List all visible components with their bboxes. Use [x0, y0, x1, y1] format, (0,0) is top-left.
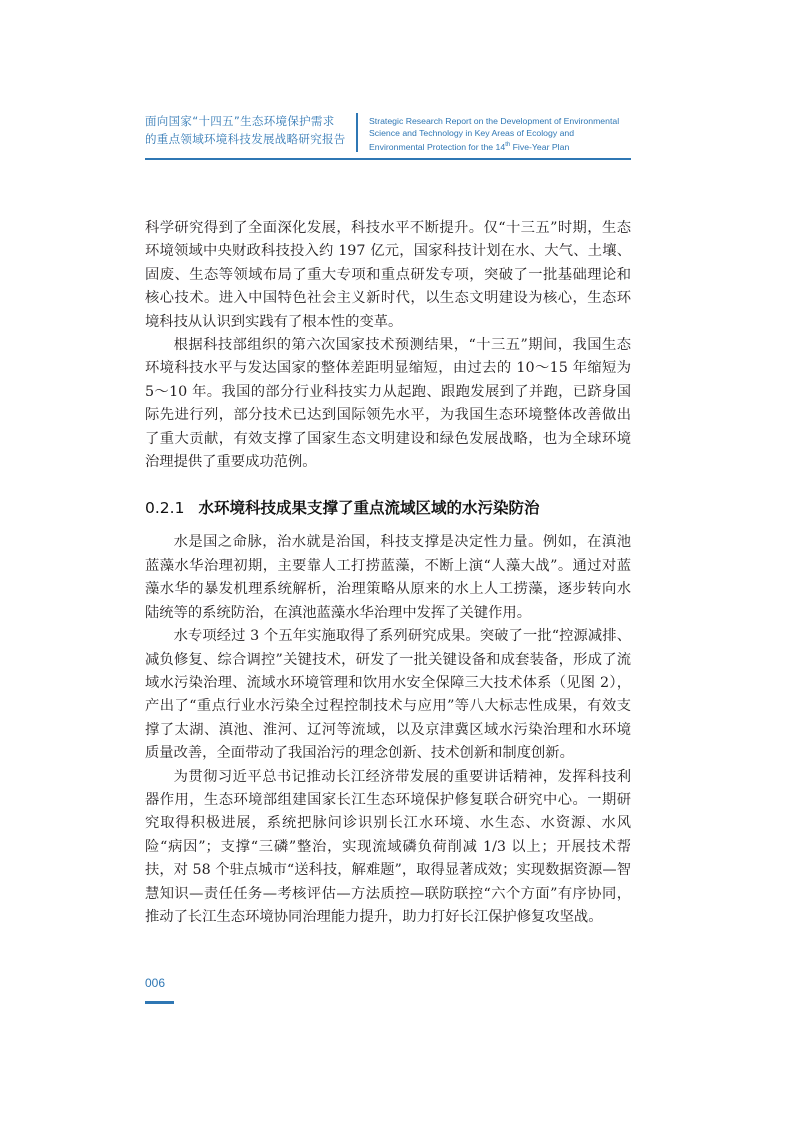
- section-number: 0.2.1: [145, 499, 185, 518]
- header-english-title: [369, 115, 639, 154]
- page-number-bar: [145, 1001, 174, 1004]
- header-en-line-3: [369, 139, 639, 153]
- header-vertical-divider: [356, 113, 358, 152]
- section-title: 水环境科技成果支撑了重点流域区域的水污染防治: [198, 499, 540, 518]
- main-content: [145, 217, 631, 929]
- header-cn-line-1: 面向国家“十四五”生态环境保护需求: [145, 114, 335, 128]
- header-rule: [145, 158, 631, 160]
- header-chinese-title: [145, 112, 355, 148]
- body-paragraph: 水专项经过 3 个五年实施取得了系列研究成果。突破了一批“控源减排、减负修复、综合调控”关键技术，研发了一批关键设备和成套装备，形成了流域水污染治理、流域水环境管理和饮用水安全保障三大技术体系（见图 2），产出了“重点行业水污染全过程控制技术与应用”等八大标志性成果，有效支撑了太湖、滇池、淮河、辽河等流域，以及京津冀区域水污染治理和水环境质量改善，全面带动了我国治污的理念创新、技术创新和制度创新。: [145, 628, 631, 762]
- body-paragraph: 根据科技部组织的第六次国家技术预测结果，“十三五”期间，我国生态环境科技水平与发达国家的整体差距明显缩短，由过去的 10～15 年缩短为 5～10 年。我国的部分行业科技实力从起跑、跟跑发展到了并跑，已跻身国际先进行列，部分技术已达到国际领先水平，为我国生态环境整体改善做出了重大贡献，有效支撑了国家生态文明建设和绿色发展战略，也为全球环境治理提供了重要成功范例。: [145, 337, 631, 471]
- body-paragraph: 为贯彻习近平总书记推动长江经济带发展的重要讲话精神，发挥科技利器作用，生态环境部组建国家长江生态环境保护修复联合研究中心。一期研究取得积极进展，系统把脉问诊识别长江水环境、水生态、水资源、水风险“病因”；支撑“三磷”整治，实现流域磷负荷削减 1/3 以上；开展技术帮扶，对 58 个驻点城市“送科技，解难题”，取得显著成效；实现数据资源—智慧知识—责任任务—考核评估—方法质控—联防联控“六个方面”有序协同，推动了长江生态环境协同治理能力提升，助力打好长江保护修复攻坚战。: [145, 768, 631, 925]
- header-en-line-2: Science and Technology in Key Areas of Ecology and: [369, 128, 575, 139]
- body-paragraph: 水是国之命脉，治水就是治国，科技支撑是决定性力量。例如，在滇池蓝藻水华治理初期，主要靠人工打捞蓝藻，不断上演“人藻大战”。通过对蓝藻水华的暴发机理系统解析，治理策略从原来的水上人工捞藻，逐步转向水陆统等的系统防治，在滇池蓝藻水华治理中发挥了关键作用。: [145, 534, 631, 621]
- header-en-superscript: th: [505, 142, 511, 149]
- body-paragraph-continuation: 科学研究得到了全面深化发展，科技水平不断提升。仅“十三五”时期，生态环境领域中央财政科技投入约 197 亿元，国家科技计划在水、大气、土壤、固废、生态等领域布局了重大专项和重点研发专项，突破了一批基础理论和核心技术。进入中国特色社会主义新时代，以生态文明建设为核心，生态环境科技从认识到实践有了根本性的变革。: [145, 220, 631, 330]
- header-en-line-3-suffix: Five-Year Plan: [510, 142, 570, 153]
- header-cn-line-2: 的重点领域环境科技发展战略研究报告: [145, 132, 346, 146]
- header-en-line-1: Strategic Research Report on the Development of Environmental: [369, 116, 620, 126]
- header-en-line-3-prefix: Environmental Protection for the 14: [369, 142, 506, 153]
- section-heading: [145, 497, 631, 519]
- page-number: 006: [145, 976, 166, 990]
